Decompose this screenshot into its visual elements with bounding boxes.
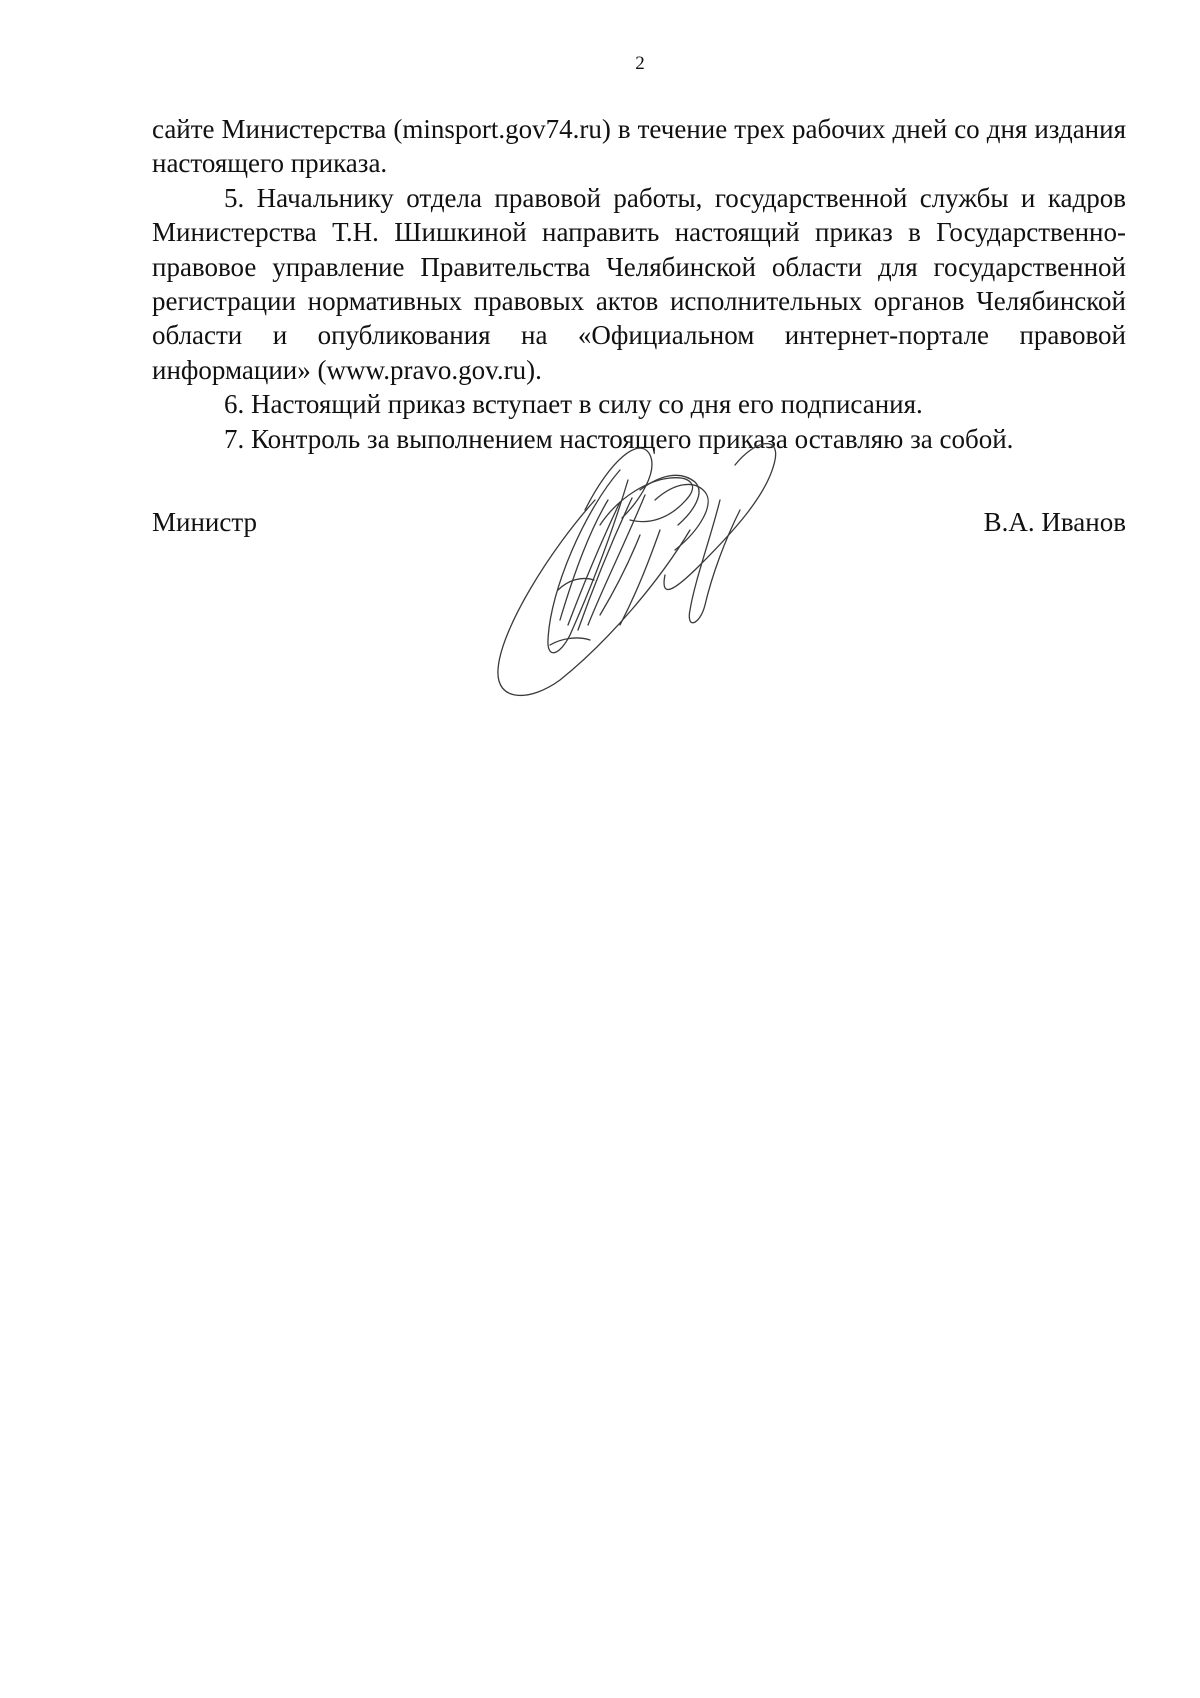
signer-name: В.А. Иванов <box>983 507 1126 537</box>
handwritten-signature <box>490 440 810 710</box>
signature-icon <box>490 440 810 710</box>
signer-title: Министр <box>152 507 257 537</box>
paragraph-item-7: 7. Контроль за выполнением настоящего приказа оставляю за собой. <box>224 423 1014 454</box>
paragraph-item-5: 5. Начальнику отдела правовой работы, государственной службы и кадров Министерства Т.Н. Шишкиной направить настоящий приказ в Государственно-правовое управление Правительства Челябинской области для государственной регистрации нормативных правовых актов исполнительных органов Челябинской области и опубликования на «Официальном интернет-портале правовой информации» (www.pravo.gov.ru). <box>152 182 1126 385</box>
document-body <box>152 112 1126 456</box>
paragraph-item-6: 6. Настоящий приказ вступает в силу со дня его подписания. <box>224 389 923 420</box>
page-number: 2 <box>635 53 645 74</box>
paragraph-continuation: сайте Министерства (minsport.gov74.ru) в течение трех рабочих дней со дня издания настоящего приказа. <box>152 114 1126 179</box>
